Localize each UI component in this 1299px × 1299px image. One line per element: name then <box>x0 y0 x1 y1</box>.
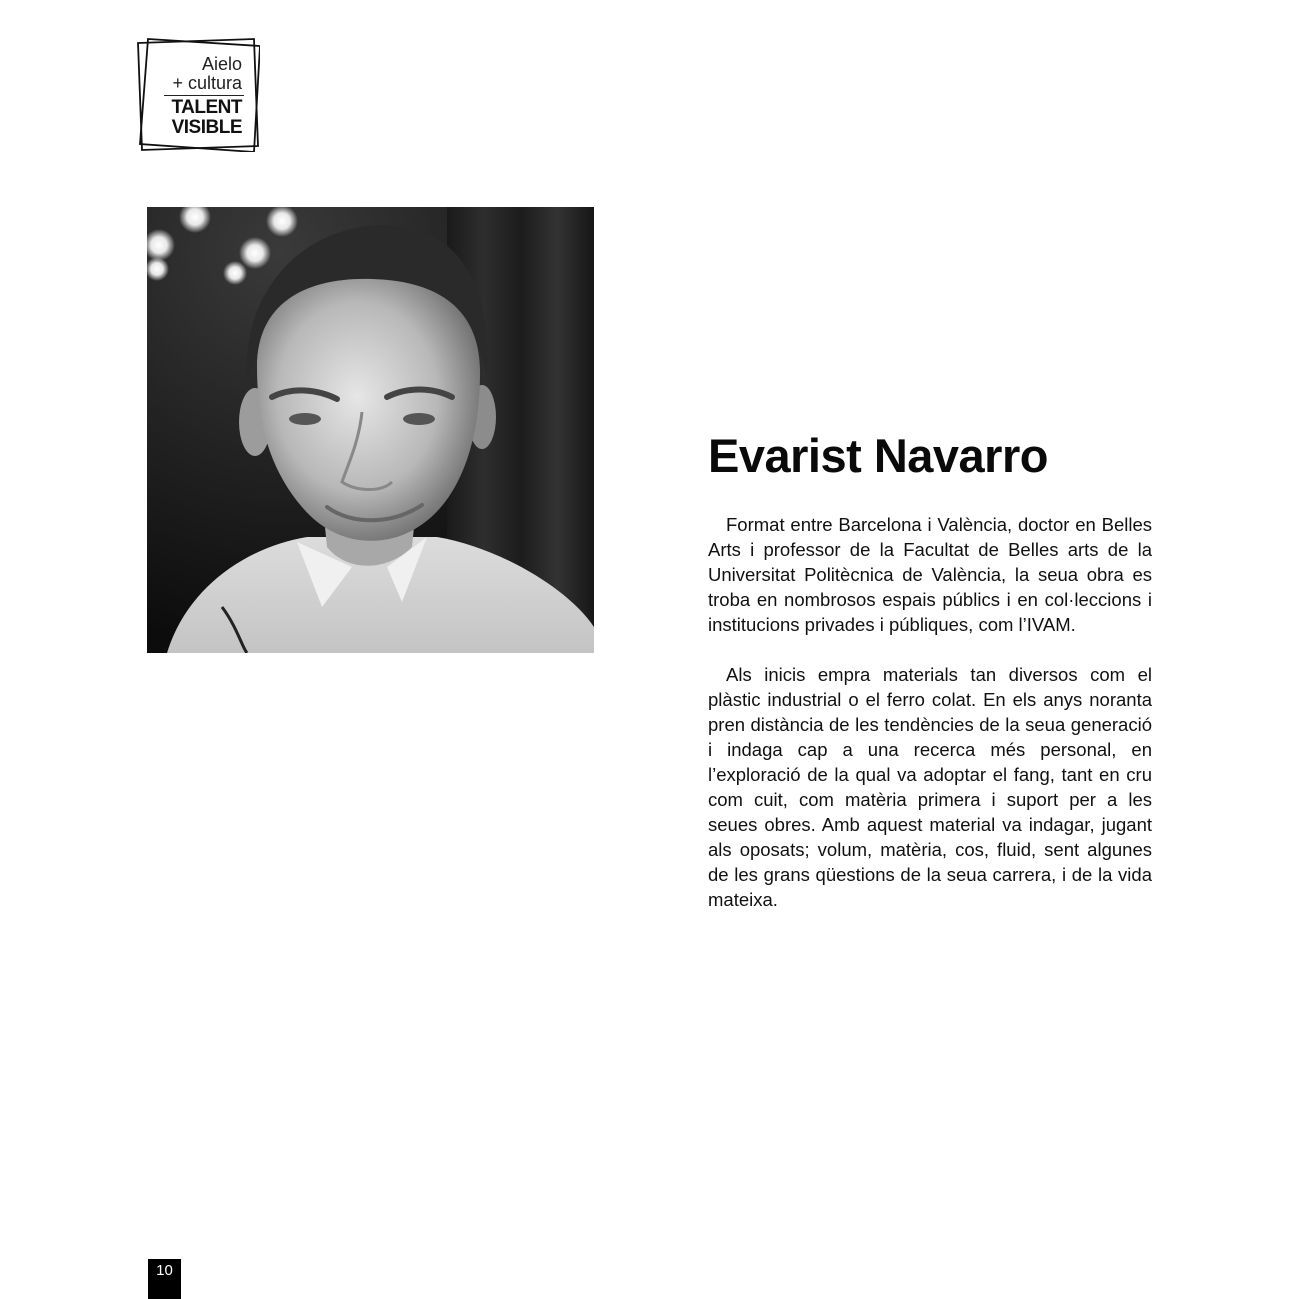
artist-bio <box>708 428 1152 937</box>
logo-text-talent: TALENT <box>171 97 242 118</box>
logo-text-aielo: Aielo <box>201 54 242 74</box>
logo-text-cultura: + cultura <box>172 73 242 93</box>
aielo-cultura-logo <box>136 38 260 152</box>
bio-paragraph-1: Format entre Barcelona i València, doctor en Belles Arts i professor de la Facultat de Belles arts de la Universitat Politècnica de València, la seua obra es troba en nombrosos espais públics i en col·leccions i institucions privades i públiques, com l’IVAM. <box>708 514 1152 635</box>
logo-text-visible: VISIBLE <box>171 117 242 138</box>
artist-name-heading: Evarist Navarro <box>708 429 1048 482</box>
logo-divider <box>164 95 244 96</box>
portrait-image <box>147 207 594 653</box>
portrait-photo <box>147 207 594 653</box>
bio-paragraph-2: Als inicis empra materials tan diversos com el plàstic industrial o el ferro colat. En els anys noranta pren distància de les tendències de la seua generació i indaga cap a una recerca més personal, en l’exploració de la qual va adoptar el fang, tant en cru com cuit, com matèria primera i suport per a les seues obres. Amb aquest material va indagar, jugant als oposats; volum, matèria, cos, fluid, sent algunes de les grans qüestions de la seua carrera, i de la vida mateixa. <box>708 664 1152 910</box>
page-number: 10 <box>148 1259 181 1299</box>
